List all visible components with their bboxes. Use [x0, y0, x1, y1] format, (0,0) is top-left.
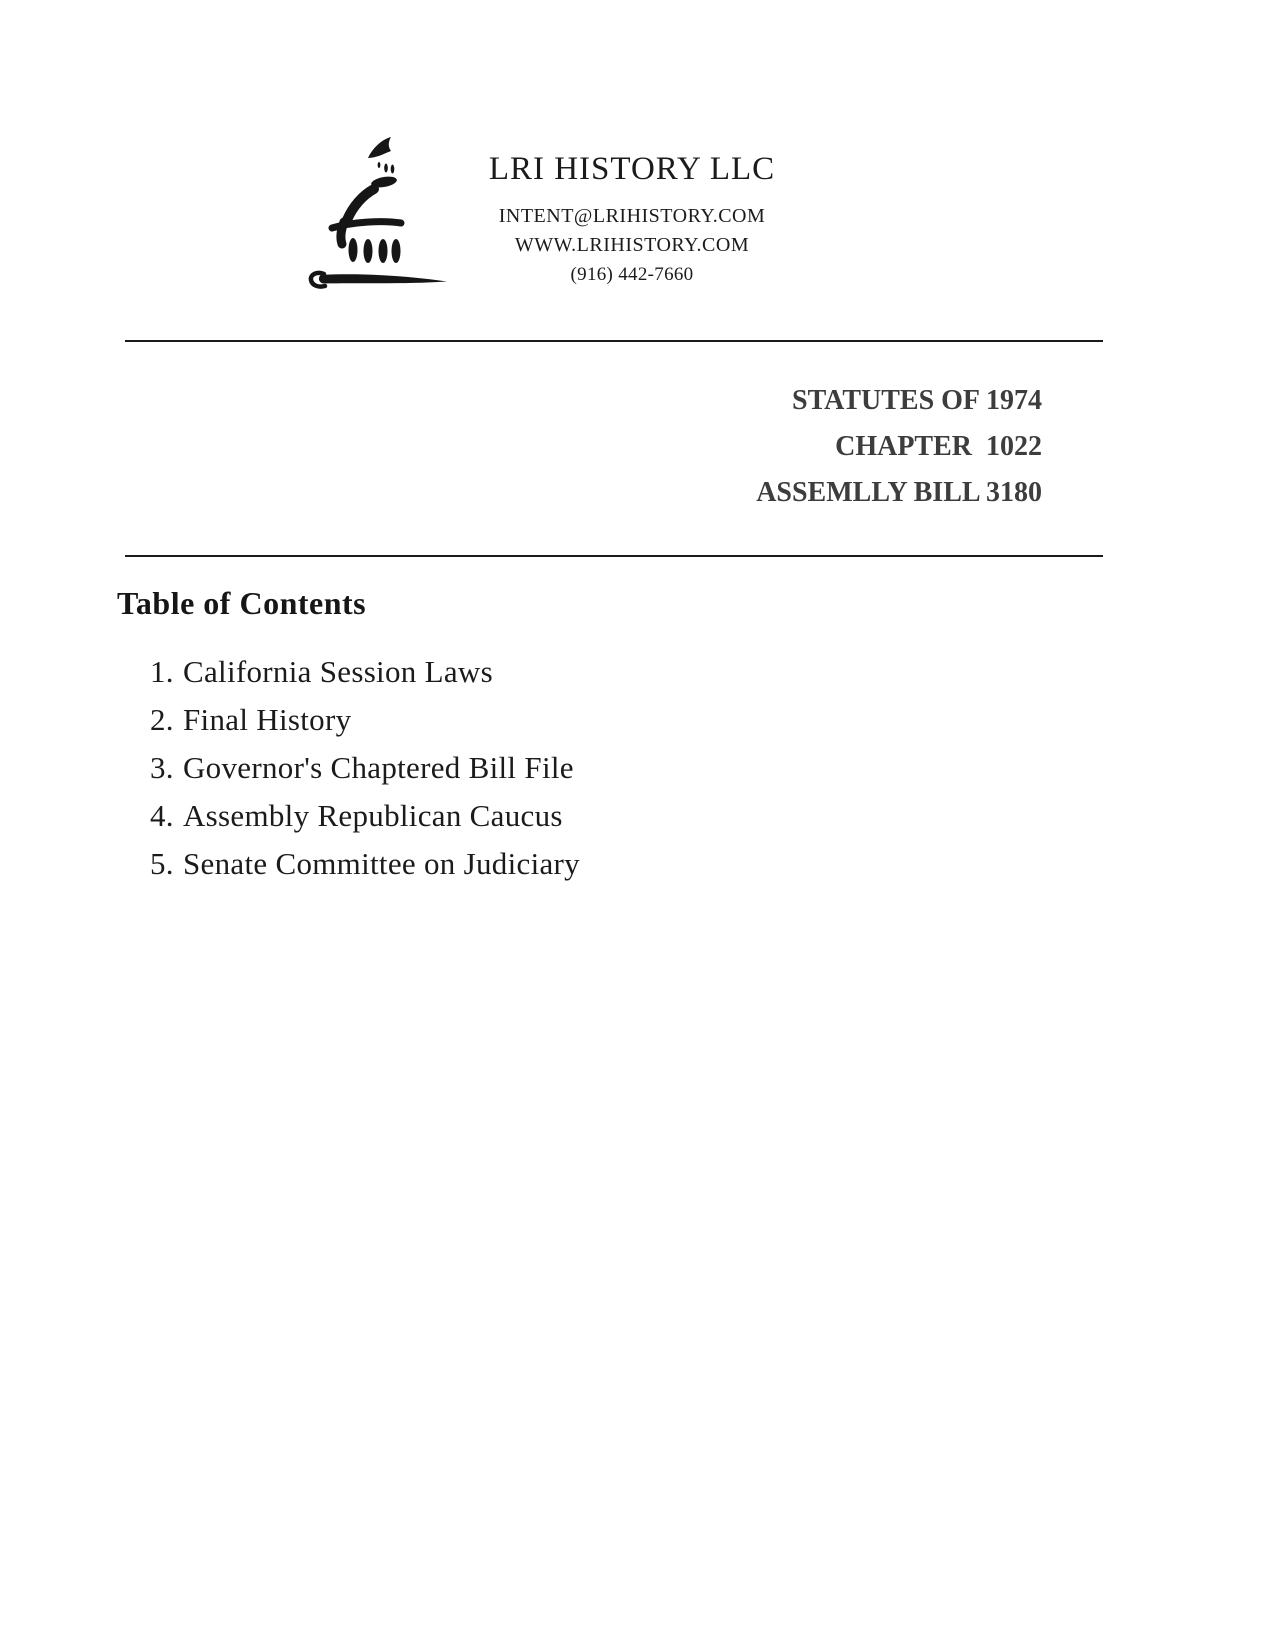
toc-item — [150, 696, 580, 744]
toc-item — [150, 744, 580, 792]
toc-item-label: Assembly Republican Caucus — [183, 798, 563, 833]
toc-item-number: 5. — [150, 846, 174, 881]
company-email: INTENT@LRIHISTORY.COM — [498, 205, 766, 227]
company-name: LRI HISTORY LLC — [488, 151, 776, 187]
statute-reference — [756, 378, 1042, 516]
letterhead — [432, 150, 832, 289]
divider-bottom — [125, 555, 1103, 557]
toc-item-label: Governor's Chaptered Bill File — [183, 750, 574, 785]
assembly-bill-line: ASSEMLLY BILL 3180 — [756, 477, 1042, 508]
chapter-line: CHAPTER 1022 — [835, 431, 1042, 462]
statutes-year-line: STATUTES OF 1974 — [792, 385, 1042, 416]
toc-heading: Table of Contents — [117, 585, 367, 621]
toc-list — [150, 648, 580, 888]
divider-top — [125, 340, 1103, 342]
toc-item-label: Final History — [183, 702, 352, 737]
toc-item — [150, 792, 580, 840]
toc-item-number: 3. — [150, 750, 174, 785]
toc-item-number: 4. — [150, 798, 174, 833]
toc-item — [150, 648, 580, 696]
company-phone: (916) 442-7660 — [570, 264, 694, 285]
toc-item-number: 1. — [150, 654, 174, 689]
toc-item — [150, 840, 580, 888]
toc-item-number: 2. — [150, 702, 174, 737]
company-website: WWW.LRIHISTORY.COM — [514, 234, 750, 256]
toc-item-label: California Session Laws — [183, 654, 493, 689]
toc-item-label: Senate Committee on Judiciary — [183, 846, 580, 881]
